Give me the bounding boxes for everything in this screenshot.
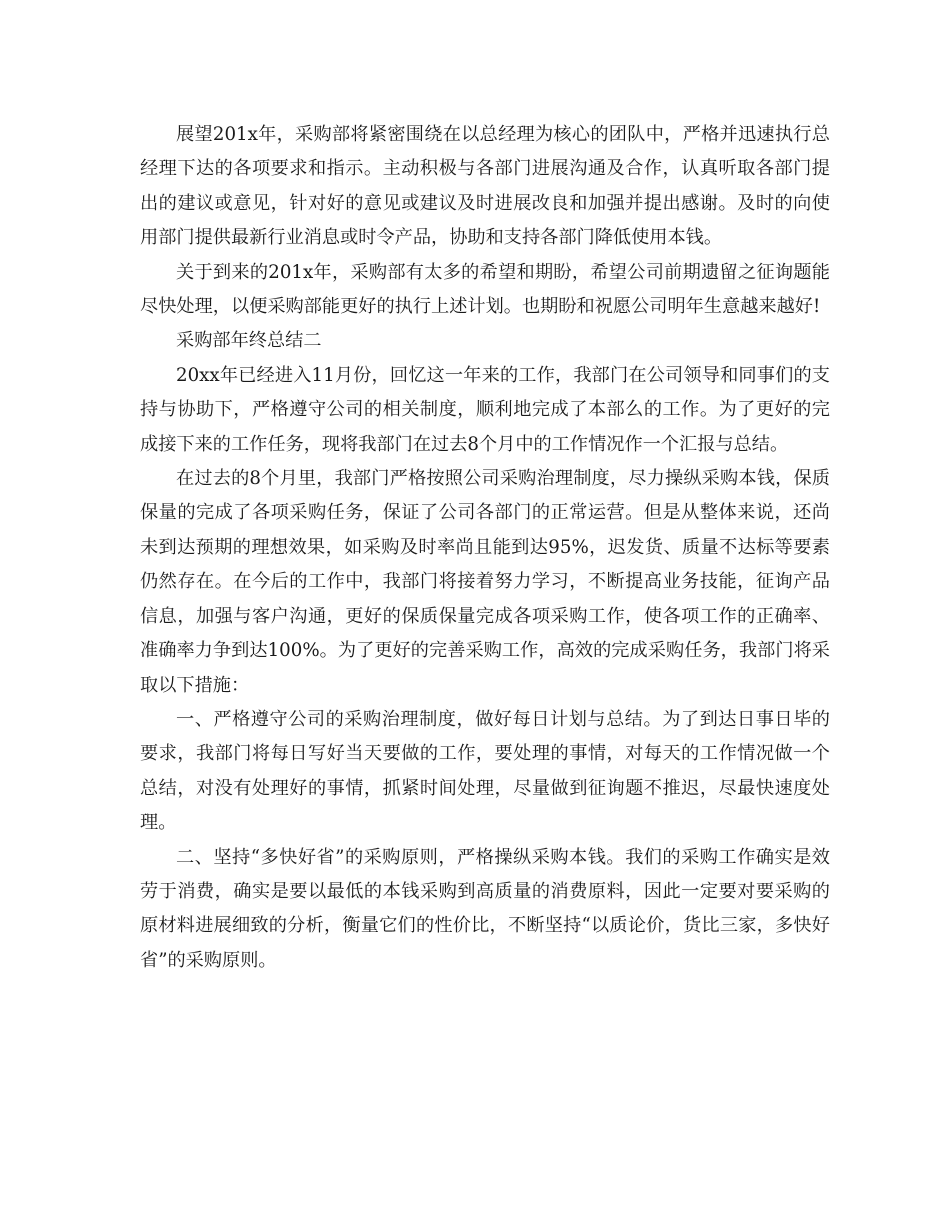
section-heading: 采购部年终总结二: [176, 330, 322, 352]
paragraph-outlook: 展望201x年，采购部将紧密围绕在以总经理为核心的团队中，严格并迅速执行总经理下达的各项要求和指示。主动积极与各部门进展沟通及合作，认真听取各部门提出的建议或意见，针对好的意见或建议及时进展改良和加强并提出感谢。及时的向使用部门提供最新行业消息或时令产品，协助和支持各部门降低使用本钱。: [140, 124, 830, 249]
document-body: [140, 118, 830, 978]
paragraph-review: 在过去的8个月里，我部门严格按照公司采购治理制度，尽力操纵采购本钱，保质保量的完成了各项采购任务，保证了公司各部门的正常运营。但是从整体来说，还尚未到达预期的理想效果，如采购及时率尚且能到达95%，迟发货、质量不达标等要素仍然存在。在今后的工作中，我部门将接着努力学习，不断提高业务技能，征询产品信息，加强与客户沟通，更好的保质保量完成各项采购工作，使各项工作的正确率、准确率力争到达100%。为了更好的完善采购工作，高效的完成采购任务，我部门将采取以下措施：: [140, 468, 830, 696]
paragraph-measure-two: 二、坚持“多快好省”的采购原则，严格操纵采购本钱。我们的采购工作确实是效劳于消费，确实是要以最低的本钱采购到高质量的消费原料，因此一定要对要采购的原材料进展细致的分析，衡量它们的性价比，不断坚持“以质论价，货比三家，多快好省”的采购原则。: [140, 846, 830, 971]
paragraph-measure-one: 一、严格遵守公司的采购治理制度，做好每日计划与总结。为了到达日事日毕的要求，我部门将每日写好当天要做的工作，要处理的事情，对每天的工作情况做一个总结，对没有处理好的事情，抓紧时间处理，尽量做到征询题不推迟，尽最快速度处理。: [140, 708, 830, 834]
paragraph-hopes: 关于到来的201x年，采购部有太多的希望和期盼，希望公司前期遗留之征询题能尽快处理，以便采购部能更好的执行上述计划。也期盼和祝愿公司明年生意越来越好!: [140, 261, 830, 318]
paragraph-intro: 20xx年已经进入11月份，回忆这一年来的工作，我部门在公司领导和同事们的支持与协助下，严格遵守公司的相关制度，顺利地完成了本部么的工作。为了更好的完成接下来的工作任务，现将我部门在过去8个月中的工作情况作一个汇报与总结。: [140, 364, 830, 455]
